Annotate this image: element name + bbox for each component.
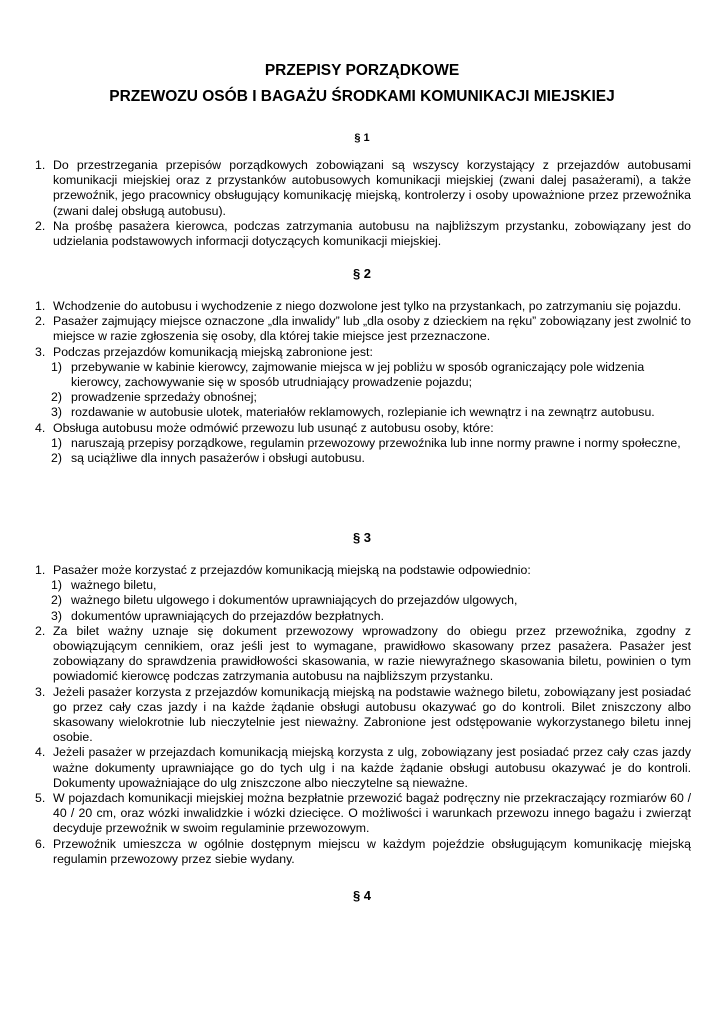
sub-item-text: przebywanie w kabinie kierowcy, zajmowanie miejsca w jej pobliżu w sposób ograniczający pole widzenia kierowcy, zachowywanie się w sposób utrudniający prowadzenie pojazdu; (71, 359, 645, 390)
sub-item (35, 390, 691, 405)
sub-item-number: 1) (51, 359, 62, 374)
paragraph-item (35, 624, 691, 685)
item-text: Pasażer może korzystać z przejazdów komunikacją miejską na podstawie odpowiednio: (53, 563, 531, 577)
sub-item-number: 1) (51, 578, 62, 593)
item-number: 1. (35, 158, 46, 172)
item-text: Jeżeli pasażer w przejazdach komunikacją miejską korzysta z ulg, zobowiązany jest posiadać przez cały czas jazdy ważne dokumenty uprawniające go do tych ulg i na każde żądanie obsługi autobusu okazywać je do kontroli. Dokumenty upoważniające do ulg zniszczone albo nieczytelne są nieważne. (53, 745, 691, 790)
sub-item (35, 436, 691, 451)
item-number: 4. (35, 745, 46, 760)
section-3-body (35, 563, 691, 867)
section-heading-2: § 2 (352, 266, 372, 281)
sub-item-text: ważnego biletu, (71, 578, 157, 593)
item-text: Jeżeli pasażer korzysta z przejazdów komunikacją miejską na podstawie ważnego biletu, zobowiązany jest posiadać go przez cały czas jazdy i na każde żądanie obsługi autobusu okazywać go do kontroli. Bilet zniszczony albo skasowany wielokrotnie lub nieczytelnie jest nieważny. Zabronione jest odstępowanie wykorzystanego biletu innej osobie. (53, 684, 691, 745)
sub-item-text: ważnego biletu ulgowego i dokumentów uprawniających do przejazdów ulgowych, (71, 593, 518, 608)
item-text: Za bilet ważny uznaje się dokument przewozowy wprowadzony do obiegu przez przewoźnika, zgodny z obowiązującym cennikiem, oraz jeśli jest to wymagane, prawidłowo skasowany przez pasażera. Pasażer jest zobowiązany do sprawdzenia prawidłowości skasowania, w razie niewyraźnego skasowania biletu, powinien o tym powiadomić kierowcę podczas zatrzymania autobusu na najbliższym przystanku. (53, 623, 691, 684)
sub-item-number: 2) (51, 451, 62, 466)
item-number: 3. (35, 344, 46, 359)
sub-item-number: 3) (51, 608, 62, 623)
paragraph-item (35, 345, 691, 360)
item-text: Do przestrzegania przepisów porządkowych zobowiązani są wszyscy korzystający z przejazdów autobusami komunikacji miejskiej oraz z przystanków autobusowych komunikacji miejskiej (zwani dalej pasażerami), a także przewoźnik, jego pracownicy obsługujący komunikację miejską, kontrolerzy i osoby upoważnione przez przewoźnika (zwani dalej obsługą autobusu). (53, 158, 691, 218)
section-1-body (35, 158, 691, 249)
item-number: 1. (35, 299, 46, 313)
sub-item-number: 3) (51, 405, 62, 420)
item-text: Na prośbę pasażera kierowca, podczas zatrzymania autobusu na najbliższym przystanku, zobowiązany jest do udzielania podstawowych informacji dotyczących komunikacji miejskiej. (53, 218, 691, 249)
sub-item-text: są uciążliwe dla innych pasażerów i obsługi autobusu. (71, 451, 365, 466)
sub-item (35, 405, 691, 420)
item-text: Podczas przejazdów komunikacją miejską zabronione jest: (53, 344, 373, 359)
sub-item (35, 451, 691, 466)
paragraph-item (35, 299, 691, 314)
item-text: Przewoźnik umieszcza w ogólnie dostępnym miejscu w każdym pojeździe obsługującym komunikację miejską regulamin przewozowy przez siebie wydany. (53, 836, 691, 866)
sub-item (35, 609, 691, 624)
sub-item-number: 1) (51, 435, 62, 450)
sub-item-text: naruszają przepisy porządkowe, regulamin przewozowy przewoźnika lub inne normy prawne i normy społeczne, (71, 435, 681, 450)
item-text: W pojazdach komunikacji miejskiej można bezpłatnie przewozić bagaż podręczny nie przekraczający rozmiarów 60 / 40 / 20 cm, oraz wózki inwalidzkie i wózki dziecięce. O możliwości i warunkach przewozu innego bagażu i zwierząt decyduje przewoźnik w swoim regulaminie przewozowym. (53, 791, 691, 836)
item-number: 5. (35, 791, 46, 806)
sub-item (35, 360, 691, 390)
item-text: Obsługa autobusu może odmówić przewozu lub usunąć z autobusu osoby, które: (53, 420, 494, 435)
item-number: 4. (35, 420, 46, 435)
sub-item-number: 2) (51, 390, 62, 405)
document-title: PRZEPISY PORZĄDKOWE (264, 62, 460, 79)
item-text: Pasażer zajmujący miejsce oznaczone „dla inwalidy” lub „dla osoby z dzieckiem na ręku” zobowiązany jest zwolnić to miejsce w razie zgłoszenia się osoby, dla której takie miejsce jest przeznaczone. (53, 314, 691, 344)
sub-item-number: 2) (51, 593, 62, 608)
item-number: 2. (35, 314, 46, 329)
item-number: 1. (35, 563, 46, 577)
sub-item-text: rozdawanie w autobusie ulotek, materiałów reklamowych, rozlepianie ich wewnątrz i na zewnątrz autobusu. (71, 405, 655, 420)
paragraph-item (35, 837, 691, 867)
section-heading-4: § 4 (352, 888, 372, 903)
item-number: 2. (35, 218, 46, 233)
paragraph-item (35, 685, 691, 746)
section-2-body (35, 299, 691, 466)
section-heading-3: § 3 (352, 530, 372, 545)
item-number: 2. (35, 623, 46, 638)
section-heading-1: § 1 (354, 132, 370, 144)
paragraph-item (35, 314, 691, 344)
paragraph-item (35, 158, 691, 219)
paragraph-item (35, 421, 691, 436)
paragraph-item (35, 745, 691, 791)
paragraph-item (35, 219, 691, 249)
sub-item (35, 593, 691, 608)
item-number: 6. (35, 836, 46, 851)
paragraph-item (35, 563, 691, 578)
item-number: 3. (35, 684, 46, 699)
item-text: Wchodzenie do autobusu i wychodzenie z niego dozwolone jest tylko na przystankach, po zatrzymaniu się pojazdu. (53, 299, 682, 313)
sub-item-text: prowadzenie sprzedaży obnośnej; (71, 390, 257, 405)
sub-item (35, 578, 691, 593)
paragraph-item (35, 791, 691, 837)
sub-item-text: dokumentów uprawniających do przejazdów bezpłatnych. (71, 608, 385, 623)
document-subtitle: PRZEWOZU OSÓB I BAGAŻU ŚRODKAMI KOMUNIKACJI MIEJSKIEJ (109, 88, 615, 105)
